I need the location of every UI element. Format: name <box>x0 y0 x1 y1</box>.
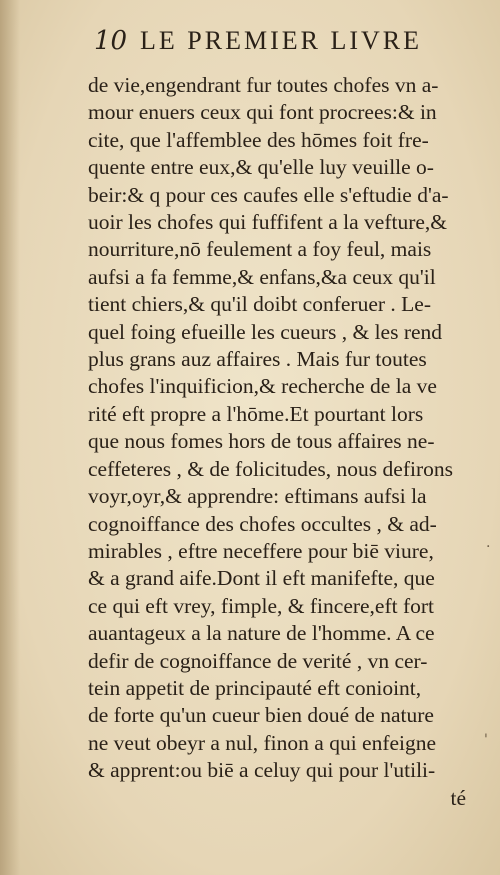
text-line: voyr,oyr,& apprendre: eftimans aufsi la <box>88 484 427 509</box>
text-line: auantageux a la nature de l'homme. A ce <box>88 621 435 646</box>
text-line: aufsi a fa femme,& enfans,&a ceux qu'il <box>88 264 436 289</box>
text-line: ce qui eft vrey, fimple, & fincere,eft fort <box>88 593 435 618</box>
text-line: & apprent:ou biē a celuy qui pour l'utili- <box>88 758 436 783</box>
text-line: uoir les chofes qui fuffifent a la vefture,& <box>88 210 448 235</box>
text-line: rité eft propre a l'hōme.Et pourtant lors <box>88 401 424 426</box>
text-line: beir:& q pour ces caufes elle s'eftudie d'a- <box>88 182 449 207</box>
text-line: & a grand aife.Dont il eft manifefte, que <box>88 566 435 591</box>
text-line: de vie,engendrant fur toutes chofes vn a- <box>88 73 439 97</box>
text-line: cognoiffance des chofes occultes , & ad- <box>88 511 437 536</box>
text-line: tient chiers,& qu'il doibt conferuer . Le- <box>88 292 431 317</box>
text-line: que nous fomes hors de tous affaires ne- <box>88 429 435 454</box>
text-line: ne veut obeyr a nul, finon a qui enfeigne <box>88 730 437 755</box>
text-line: quel foing efueille les cueurs , & les rend <box>88 319 443 344</box>
text-line: ceffeteres , & de folicitudes, nous defirons <box>88 456 453 481</box>
text-line: mirables , eftre neceffere pour biē viure, <box>88 538 434 563</box>
page-number: 10 <box>94 26 128 56</box>
text-line: quente entre eux,& qu'elle luy veuille o- <box>88 155 434 180</box>
running-head: LE PREMIER LIVRE <box>140 26 422 55</box>
page-header <box>94 26 454 56</box>
text-line: mour enuers ceux qui font procrees:& in <box>88 100 437 125</box>
text-line: cite, que l'affemblee des hōmes foit fre- <box>88 127 429 152</box>
text-line: defir de cognoiffance de verité , vn cer- <box>88 648 428 673</box>
text-line: plus grans auz affaires . Mais fur toutes <box>88 347 427 372</box>
text-line: nourriture,nō feulement a foy feul, mais <box>88 237 432 262</box>
margin-dot: . <box>486 535 491 551</box>
text-line: de forte qu'un cueur bien doué de nature <box>88 703 434 728</box>
margin-tick: ' <box>484 732 488 748</box>
page-gutter-shadow <box>0 0 20 875</box>
text-line: tein appetit de principauté eft conioint, <box>88 675 422 700</box>
text-line: chofes l'inquificion,& recherche de la ve <box>88 374 437 399</box>
body-text <box>88 72 480 812</box>
final-line: té <box>450 785 466 810</box>
